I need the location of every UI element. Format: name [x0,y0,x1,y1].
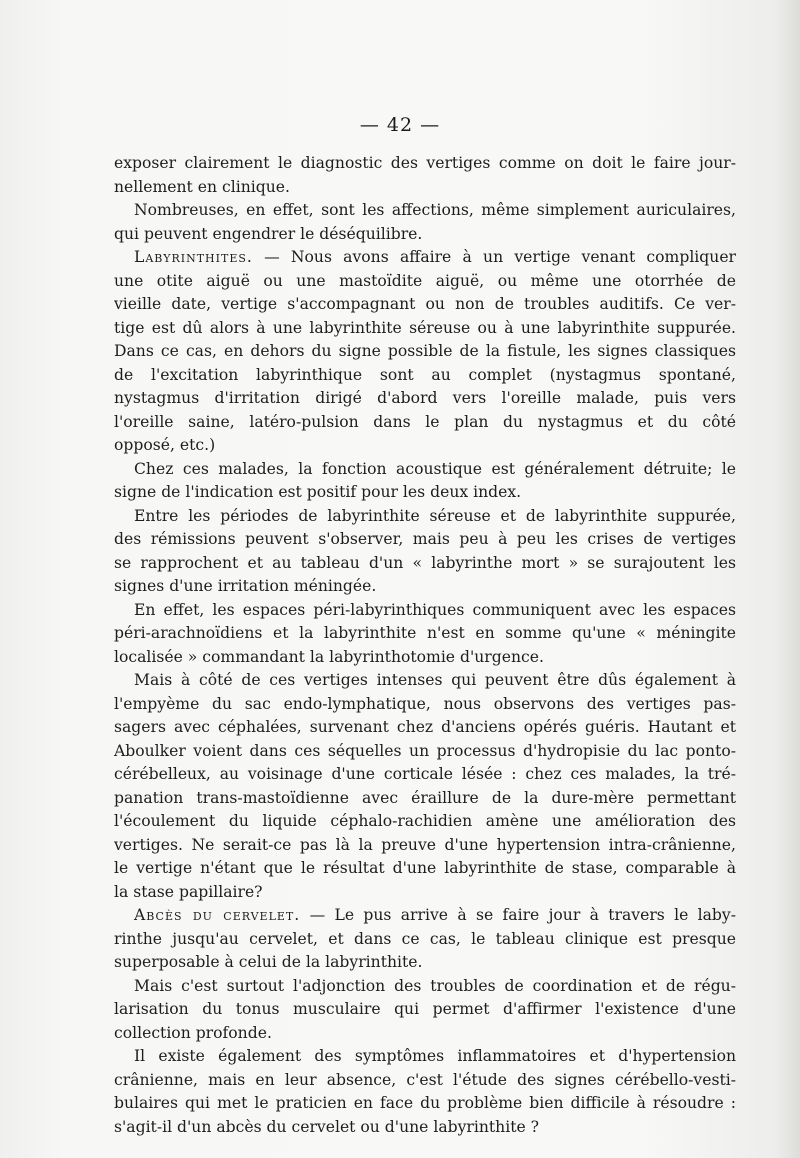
line-text: des rémissions peuvent s'observer, mais peu à peu les crises de vertiges [114,530,736,548]
line-text: une otite aiguë ou une mastoïdite aiguë, ou même une otorrhée de [114,271,736,290]
line-text: sagers avec céphalées, survenant chez d'anciens opérés guéris. Hautant et [114,718,736,736]
line-text: collection profonde. [114,1023,272,1042]
text-line [114,599,736,623]
text-line [114,646,736,670]
line-text: En effet, les espaces péri-labyrinthiques communiquent avec les espaces [134,600,736,619]
text-line [114,223,736,247]
text-line [114,387,736,411]
text-line [114,1022,736,1046]
text-line [114,857,736,881]
line-text: localisée » commandant la labyrinthotomie d'urgence. [114,647,544,666]
line-text: Mais à côté de ces vertiges intenses qui peuvent être dûs également à [134,671,736,689]
text-line [114,904,736,928]
line-text: se rapprochent et au tableau d'un « labyrinthe mort » se surajoutent les [114,553,736,572]
section-heading: Labyrinthites. [134,248,253,266]
line-text: l'écoulement du liquide céphalo-rachidien amène une amélioration des [114,812,736,830]
line-text: qui peuvent engendrer le déséquilibre. [114,224,423,243]
text-line [114,411,736,435]
body-text [114,152,736,1139]
line-text: nystagmus d'irritation dirigé d'abord vers l'oreille malade, puis vers [114,389,736,407]
line-text: Chez ces malades, la fonction acoustique est généralement détruite; le [134,459,736,478]
page-number: — 42 — [359,114,441,136]
text-line [114,575,736,599]
text-line [114,293,736,317]
line-text: l'empyème du sac endo-lymphatique, nous observons des vertiges pas- [114,694,736,713]
text-line [114,481,736,505]
text-line [114,787,736,811]
line-text: signes d'une irritation méningée. [114,577,377,595]
text-line [114,364,736,388]
line-text: l'oreille saine, latéro-pulsion dans le plan du nystagmus et du côté [114,412,736,431]
text-line [114,834,736,858]
line-text: cérébelleux, au voisinage d'une corticale lésée : chez ces malades, la tré- [114,765,736,783]
text-line [114,505,736,529]
text-line [114,763,736,787]
text-line [114,693,736,717]
line-text: signe de l'indication est positif pour les deux index. [114,483,522,501]
text-line [114,528,736,552]
line-text: opposé, etc.) [114,436,216,454]
text-line [114,152,736,176]
line-text: péri-arachnoïdiens et la labyrinthite n'est en somme qu'une « méningite [114,624,736,642]
line-text: Nombreuses, en effet, sont les affections, même simplement auriculaires, [134,201,736,219]
line-text: exposer clairement le diagnostic des vertiges comme on doit le faire jour- [114,154,736,172]
text-line [114,881,736,905]
section-heading: Abcès du cervelet. [134,906,301,924]
text-line [114,1069,736,1093]
line-text: tige est dû alors à une labyrinthite séreuse ou à une labyrinthite suppurée. [114,318,736,337]
text-line [114,669,736,693]
text-line [114,740,736,764]
line-text: rinthe jusqu'au cervelet, et dans ce cas, le tableau clinique est presque [114,929,736,948]
text-line [114,340,736,364]
line-text: Il existe également des symptômes inflammatoires et d'hypertension [134,1047,736,1065]
text-line [114,552,736,576]
text-line [114,951,736,975]
text-line [114,176,736,200]
text-line [114,810,736,834]
line-text: superposable à celui de la labyrinthite. [114,953,423,971]
line-text: bulaires qui met le praticien en face du problème bien difficile à résoudre : [114,1094,736,1112]
text-line [114,622,736,646]
text-line [114,1116,736,1140]
line-text: Entre les périodes de labyrinthite séreuse et de labyrinthite suppurée, [134,506,736,525]
text-line [114,928,736,952]
text-line [114,199,736,223]
line-text: Aboulker voient dans ces séquelles un processus d'hydropisie du lac ponto- [114,741,736,760]
text-line [114,317,736,341]
text-line [114,998,736,1022]
text-line [114,1092,736,1116]
text-line [114,716,736,740]
line-text: vieille date, vertige s'accompagnant ou non de troubles auditifs. Ce ver- [114,295,736,313]
text-line [114,270,736,294]
line-text: nellement en clinique. [114,177,290,196]
line-text: vertiges. Ne serait-ce pas là la preuve d'une hypertension intra-crânienne, [114,835,736,854]
line-text: crânienne, mais en leur absence, c'est l'étude des signes cérébello-vesti- [114,1070,736,1089]
line-text: s'agit-il d'un abcès du cervelet ou d'une labyrinthite ? [114,1117,540,1136]
text-line [114,458,736,482]
line-text: — Nous avons affaire à un vertige venant compliquer [252,248,736,266]
line-text: panation trans-mastoïdienne avec éraillure de la dure-mère permettant [114,788,736,807]
text-line [114,975,736,999]
line-text: larisation du tonus musculaire qui permet d'affirmer l'existence d'une [114,1000,736,1018]
text-line [114,1045,736,1069]
line-text: la stase papillaire? [114,882,263,901]
line-text: Dans ce cas, en dehors du signe possible de la fistule, les signes classiques [114,342,736,360]
line-text: le vertige n'étant que le résultat d'une labyrinthite de stase, comparable à [114,859,736,877]
line-text: — Le pus arrive à se faire jour à travers le laby- [300,906,736,924]
text-line [114,246,736,270]
text-line [114,434,736,458]
line-text: Mais c'est surtout l'adjonction des troubles de coordination et de régu- [134,976,736,995]
line-text: de l'excitation labyrinthique sont au complet (nystagmus spontané, [114,365,736,384]
